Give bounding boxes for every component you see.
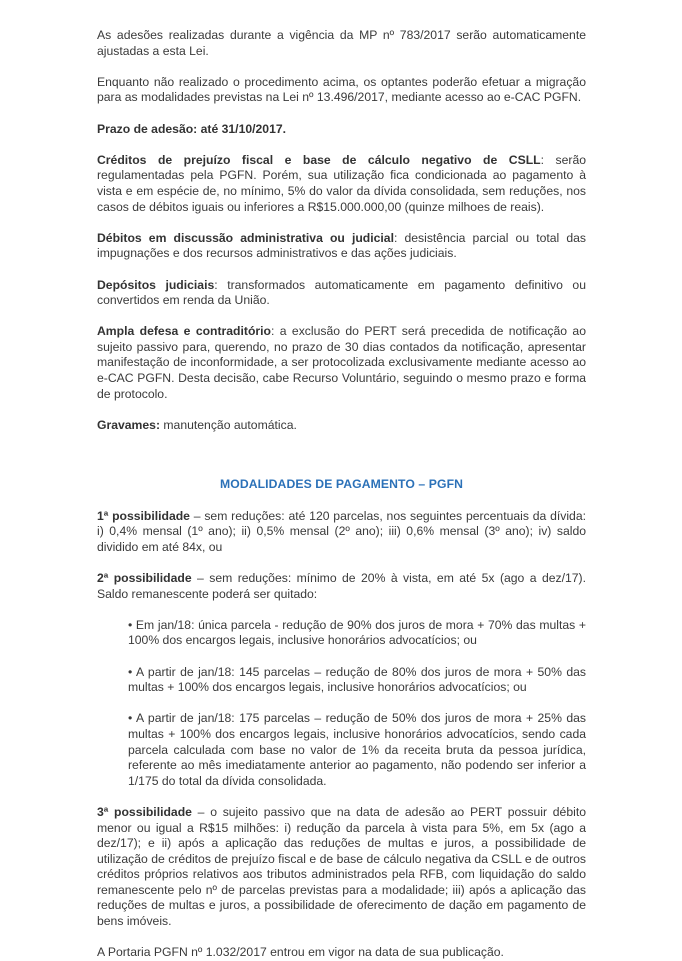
poss3-text: – o sujeito passivo que na data de adesão ao PERT possuir débito menor ou igual a R$15 milhões: i) redução da parcela à vista para 5%, em 5x (ago a dez/17); e ii) após a aplicação das reduções de multas e juros, a possibilidade de utilização de créditos de prejuízo fiscal e de base de cálculo negativa da CSLL e de outros créditos próprios relativos aos tributos administrados pela RFB, com liquidação do saldo remanescente pelo nº de parcelas previstas para a modalidade; iii) após a aplicação das reduções de multas e juros, a possibilidade de oferecimento de dação em pagamento de bens imóveis. — [97, 804, 586, 929]
paragraph-prazo — [97, 122, 586, 138]
creditos-label: Créditos de prejuízo fiscal e base de cálculo negativo de CSLL — [97, 152, 541, 167]
paragraph-adesoes: As adesões realizadas durante a vigência da MP nº 783/2017 serão automaticamente ajustadas a esta Lei. — [97, 28, 586, 58]
poss1-text: – sem reduções: até 120 parcelas, nos seguintes percentuais da dívida: i) 0,4% mensal (1º ano); ii) 0,5% mensal (2º ano); iii) 0,6% mensal (3º ano); iv) saldo dividido em até 84x, ou — [97, 508, 586, 554]
poss1-label: 1ª possibilidade — [97, 508, 190, 523]
section-heading: MODALIDADES DE PAGAMENTO – PGFN — [219, 477, 464, 492]
prazo-text: Prazo de adesão: até 31/10/2017. — [97, 121, 287, 136]
paragraph-possibilidade-3 — [97, 805, 586, 930]
bullet-item: • A partir de jan/18: 145 parcelas – redução de 80% dos juros de mora + 50% das multas + 100% dos encargos legais, inclusive honorários advocatícios; ou — [128, 664, 586, 695]
depositos-label: Depósitos judiciais — [97, 277, 215, 292]
bullet-item: • A partir de jan/18: 175 parcelas – redução de 50% dos juros de mora + 25% das multas + 100% dos encargos legais, inclusive honorários advocatícios, sendo cada parcela calculada com base no valor de 1% da receita bruta da pessoa jurídica, referente ao mês imediatamente anterior ao pagamento, não podendo ser inferior a 1/175 do total da dívida consolidada. — [128, 711, 586, 788]
paragraph-portaria: A Portaria PGFN nº 1.032/2017 entrou em vigor na data de sua publicação. — [97, 945, 504, 960]
paragraph-possibilidade-1 — [97, 509, 586, 556]
paragraph-possibilidade-2 — [97, 571, 586, 602]
paragraph-ampla-defesa — [97, 324, 586, 402]
paragraph-depositos — [97, 278, 586, 309]
poss3-label: 3ª possibilidade — [97, 804, 192, 819]
debitos-label: Débitos em discussão administrativa ou judicial — [97, 230, 394, 245]
gravames-text: manutenção automática. — [160, 417, 297, 432]
paragraph-debitos — [97, 231, 586, 262]
depositos-text: : transformados automaticamente em pagamento definitivo ou convertidos em renda da União. — [97, 277, 586, 308]
ampla-text: : a exclusão do PERT será precedida de notificação ao sujeito passivo para, querendo, no prazo de 30 dias contados da notificação, apresentar manifestação de inconformidade, a ser protocolizada exclusivamente mediante acesso ao e-CAC PGFN. Desta decisão, cabe Recurso Voluntário, seguindo o mesmo prazo e forma de protocolo. — [97, 324, 586, 401]
debitos-text: : desistência parcial ou total das impugnações e dos recursos administrativos e das ações judiciais. — [97, 230, 586, 261]
paragraph-gravames — [97, 418, 586, 434]
poss2-text: – sem reduções: mínimo de 20% à vista, em até 5x (ago a dez/17). Saldo remanescente poderá ser quitado: — [97, 571, 587, 601]
bullet-item: • Em jan/18: única parcela - redução de 90% dos juros de mora + 70% das multas + 100% dos encargos legais, inclusive honorários advocatícios; ou — [128, 617, 586, 648]
ampla-label: Ampla defesa e contraditório — [97, 324, 271, 339]
creditos-text: : serão regulamentadas pela PGFN. Porém, sua utilização fica condicionada ao pagamento à vista e em espécie de, no mínimo, 5% do valor da dívida consolidada, sem reduções, nos casos de débitos iguais ou inferiores a R$15.000.000,00 (quinze milhoes de reais). — [97, 152, 586, 214]
paragraph-migracao: Enquanto não realizado o procedimento acima, os optantes poderão efetuar a migração para as modalidades previstas na Lei nº 13.496/2017, mediante acesso ao e-CAC PGFN. — [97, 74, 586, 105]
document-page — [97, 28, 586, 961]
gravames-label: Gravames: — [97, 417, 161, 432]
paragraph-creditos — [97, 153, 586, 215]
poss2-label: 2ª possibilidade — [97, 571, 192, 585]
